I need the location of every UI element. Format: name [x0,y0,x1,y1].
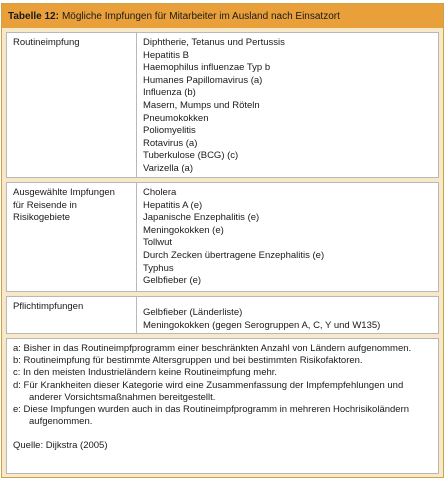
vaccine-item: Cholera [143,187,177,198]
table-row-mandatory [6,296,439,334]
vaccine-item: Hepatitis A (e) [143,199,203,211]
category-label: Ausgewählte Impfungen [13,187,115,198]
vaccine-item: Diphtherie, Tetanus und Pertussis [143,37,285,48]
vaccine-item: Poliomyelitis [143,125,196,137]
vaccination-table [1,3,444,478]
vaccine-item: Haemophilus influenzae Typ b [143,62,271,74]
table-label: Tabelle 12: [8,10,59,22]
vaccine-item: Influenza (b) [143,87,196,99]
vaccine-item: Typhus [143,262,174,274]
vaccine-item: Masern, Mumps und Röteln [143,99,260,111]
category-cell [7,297,137,333]
category-label: für Reisende in [13,199,77,211]
footnote: e: Diese Impfungen wurden auch in das Routineimpfprogramm in mehreren Hochrisikoländern aufgenommen. [13,404,410,428]
vaccine-item: Hepatitis B [143,49,189,61]
footnote: c: In den meisten Industrieländern keine Routineimpfung mehr. [13,367,278,379]
vaccine-list [137,33,438,177]
vaccine-item: Meningokokken (e) [143,224,224,236]
vaccine-item: Humanes Papillomavirus (a) [143,74,263,86]
vaccine-item: Durch Zecken übertragene Enzephalitis (e) [143,249,325,261]
vaccine-item: Tollwut [143,237,173,249]
vaccine-item: Pneumokokken [143,112,209,124]
vaccine-list [137,183,438,291]
category-cell [7,33,137,177]
vaccine-item: Gelbfieber (e) [143,275,202,287]
category-label: Routineimpfung [13,37,80,48]
footnotes [6,338,439,474]
category-cell [7,183,137,291]
vaccine-item: Japanische Enzephalitis (e) [143,212,260,224]
table-row-travel [6,182,439,292]
table-title-bar [2,4,443,28]
vaccine-item: Varizella (a) [143,162,193,174]
footnote: b: Routineimpfung für bestimmte Altersgruppen und bei bestimmten Risikofaktoren. [13,355,363,367]
table-title: Mögliche Impfungen für Mitarbeiter im Ausland nach Einsatzort [61,10,340,22]
footnote: a: Bisher in das Routineimpfprogramm einer beschränkten Anzahl von Ländern aufgenommen. [13,343,412,354]
source-citation: Quelle: Dijkstra (2005) [13,440,108,452]
category-label: Risikogebiete [13,212,71,224]
category-label: Pflichtimpfungen [13,301,84,312]
vaccine-item: Tuberkulose (BCG) (c) [143,150,239,162]
vaccine-item: Meningokokken (gegen Serogruppen A, C, Y und W135) [143,319,381,331]
vaccine-item: Gelbfieber (Länderliste) [143,307,243,318]
vaccine-item: Rotavirus (a) [143,137,198,149]
footnote: d: Für Krankheiten dieser Kategorie wird eine Zusammenfassung der Impfempfehlungen und anderer Vorsichtsmaßnahmen bereitgestellt. [13,379,404,403]
vaccine-list [137,297,438,333]
table-row-routine [6,32,439,178]
